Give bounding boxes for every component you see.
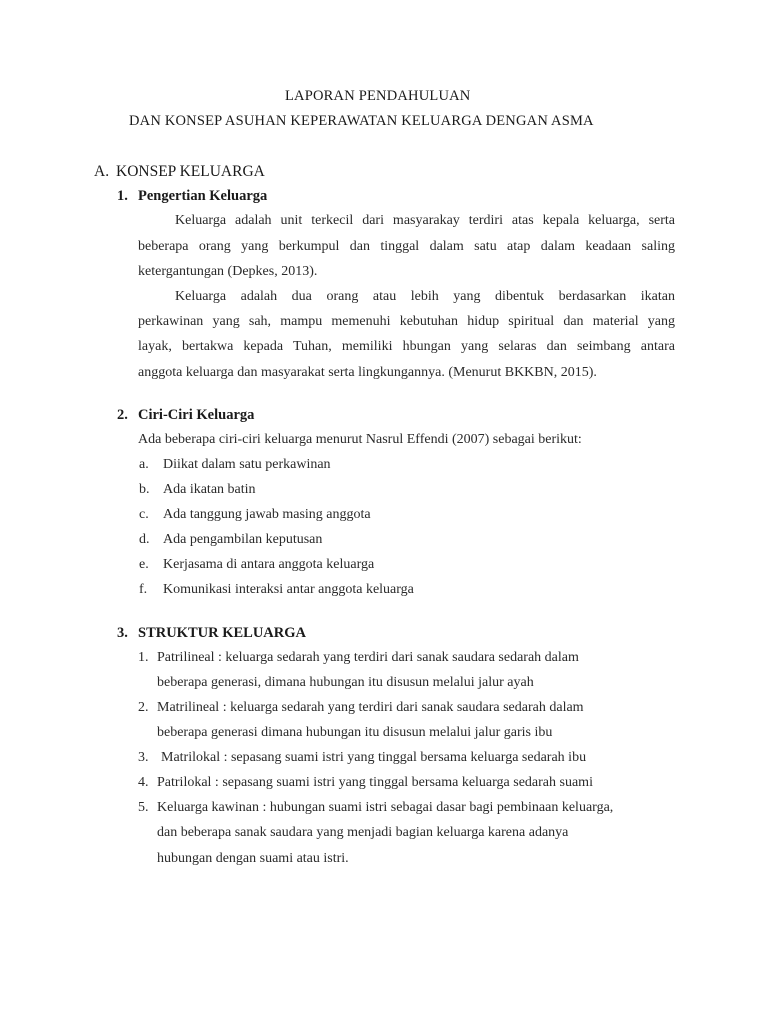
subsection-1-heading: Pengertian Keluarga (138, 188, 268, 204)
list-item: Kerjasama di antara anggota keluarga (163, 557, 375, 572)
paragraph-2-line-1: Keluarga adalah dua orang atau lebih yang dibentuk berdasarkan ikatan (175, 289, 675, 304)
subsection-3-heading: STRUKTUR KELUARGA (138, 625, 306, 641)
numbered-item-marker: 2. (138, 700, 149, 715)
list-item: Komunikasi interaksi antar anggota keluarga (163, 582, 414, 597)
subsection-2-intro: Ada beberapa ciri-ciri keluarga menurut Nasrul Effendi (2007) sebagai berikut: (138, 432, 582, 447)
list-item: Diikat dalam satu perkawinan (163, 457, 331, 472)
numbered-item-marker: 3. (138, 750, 149, 765)
list-item-marker: a. (139, 457, 149, 472)
list-item-marker: c. (139, 507, 149, 522)
numbered-item-line: beberapa generasi dimana hubungan itu disusun melalui jalur garis ibu (157, 725, 553, 740)
paragraph-2-line-2: perkawinan yang sah, mampu memenuhi kebutuhan hidup spiritual dan material yang (138, 314, 675, 329)
paragraph-2-line-4: anggota keluarga dan masyarakat serta lingkungannya. (Menurut BKKBN, 2015). (138, 365, 597, 380)
numbered-item-line: beberapa generasi, dimana hubungan itu disusun melalui jalur ayah (157, 675, 534, 690)
subsection-1-number: 1. (117, 188, 128, 204)
document-title-line1: LAPORAN PENDAHULUAN (285, 88, 471, 104)
paragraph-2-line-3: layak, bertakwa kepada Tuhan, memiliki hbungan yang selaras dan seimbang antara (138, 339, 675, 354)
numbered-item-line: Patrilineal : keluarga sedarah yang terdiri dari sanak saudara sedarah dalam (157, 650, 579, 665)
subsection-3-number: 3. (117, 625, 128, 641)
section-a-marker: A. (94, 163, 110, 180)
numbered-item-marker: 4. (138, 775, 149, 790)
paragraph-1-line-1: Keluarga adalah unit terkecil dari masyarakay terdiri atas kepala keluarga, serta (175, 213, 675, 228)
numbered-item-line: Keluarga kawinan : hubungan suami istri sebagai dasar bagi pembinaan keluarga, (157, 800, 614, 815)
paragraph-1-line-2: beberapa orang yang berkumpul dan tinggal dalam satu atap dalam keadaan saling (138, 239, 675, 254)
numbered-item-line: Matrilokal : sepasang suami istri yang tinggal bersama keluarga sedarah ibu (161, 750, 587, 765)
list-item: Ada pengambilan keputusan (163, 532, 323, 547)
numbered-item-line: Patrilokal : sepasang suami istri yang tinggal bersama keluarga sedarah suami (157, 775, 593, 790)
subsection-2-heading: Ciri-Ciri Keluarga (138, 407, 255, 423)
paragraph-1-line-3: ketergantungan (Depkes, 2013). (138, 264, 318, 279)
document-title-line2: DAN KONSEP ASUHAN KEPERAWATAN KELUARGA DENGAN ASMA (129, 113, 594, 129)
list-item-marker: e. (139, 557, 149, 572)
list-item: Ada tanggung jawab masing anggota (163, 507, 371, 522)
numbered-item-line: Matrilineal : keluarga sedarah yang terdiri dari sanak saudara sedarah dalam (157, 700, 584, 715)
list-item-marker: d. (139, 532, 150, 547)
numbered-item-marker: 5. (138, 800, 149, 815)
numbered-item-marker: 1. (138, 650, 149, 665)
section-a-heading: KONSEP KELUARGA (116, 163, 265, 180)
numbered-item-line: hubungan dengan suami atau istri. (157, 851, 349, 866)
numbered-item-line: dan beberapa sanak saudara yang menjadi bagian keluarga karena adanya (157, 825, 569, 840)
list-item-marker: b. (139, 482, 150, 497)
list-item-marker: f. (139, 582, 148, 597)
subsection-2-number: 2. (117, 407, 128, 423)
list-item: Ada ikatan batin (163, 482, 256, 497)
